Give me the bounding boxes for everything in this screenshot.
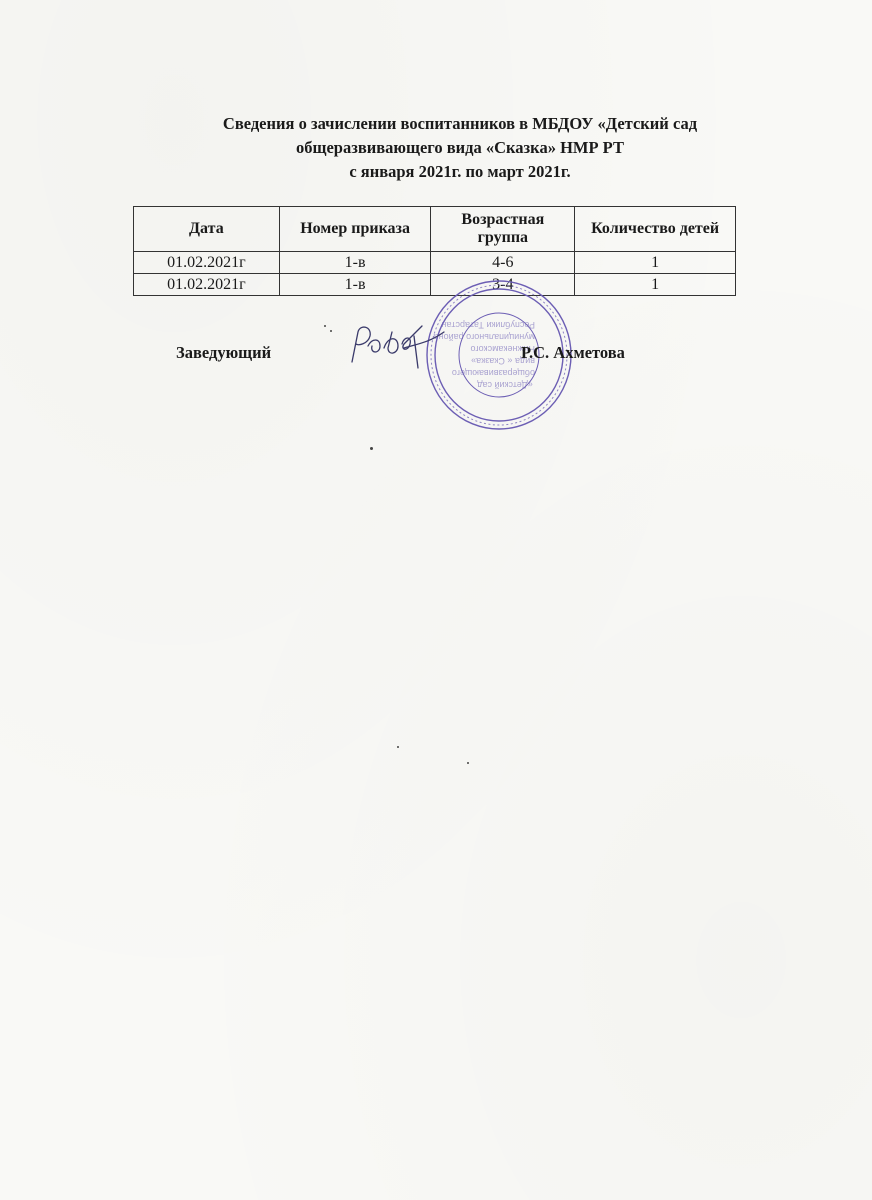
signatory-name: Р.С. Ахметова [521, 343, 625, 362]
header-order-number: Номер приказа [279, 207, 431, 252]
scan-speck [324, 325, 326, 327]
title-line-3: с января 2021г. по март 2021г. [349, 162, 571, 181]
scan-speck [397, 746, 399, 748]
table-header-row [134, 207, 736, 252]
cell-order-number: 1-в [279, 274, 431, 296]
scan-speck [330, 330, 332, 332]
cell-date: 01.02.2021г [134, 252, 280, 274]
cell-order-number: 1-в [279, 252, 431, 274]
position-label: Заведующий [176, 343, 272, 362]
stamp-inner-text: «Детский сад общеразвивающего вида « Сказка» Нижнекамского муниципального района Республики Татарстан [433, 320, 535, 390]
cell-children-count: 1 [575, 252, 736, 274]
header-age-group: Возрастная группа [431, 207, 575, 252]
scan-speck [467, 762, 469, 764]
title-line-2: общеразвивающего вида «Сказка» НМР РТ [296, 138, 624, 157]
scan-speck [370, 447, 373, 450]
cell-date: 01.02.2021г [134, 274, 280, 296]
document-title [120, 112, 800, 184]
cell-children-count: 1 [575, 274, 736, 296]
header-date: Дата [134, 207, 280, 252]
cell-age-group: 4-6 [431, 252, 575, 274]
header-children-count: Количество детей [575, 207, 736, 252]
table-row [134, 252, 736, 274]
title-line-1: Сведения о зачислении воспитанников в МБДОУ «Детский сад [222, 114, 698, 133]
cell-age-group: 3-4 [431, 274, 575, 296]
handwritten-signature-icon [344, 318, 464, 374]
